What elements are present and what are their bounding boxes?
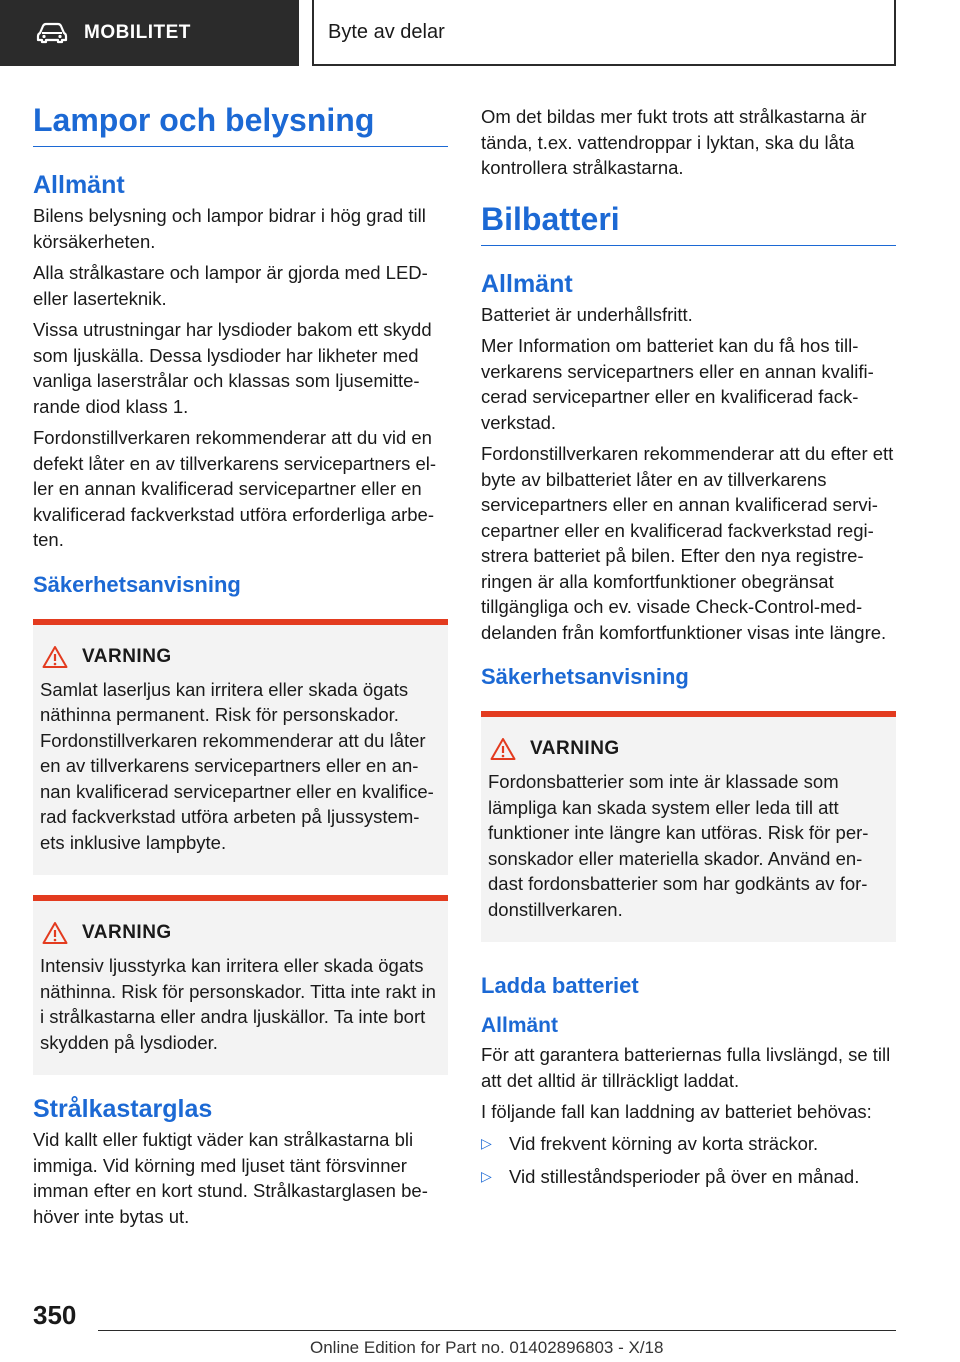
lamps-paragraph: Alla strålkastare och lampor är gjorda med LED- eller laserteknik. (33, 262, 428, 309)
chapter-label: Byte av delar (328, 20, 445, 43)
section-tab (0, 0, 299, 66)
battery-paragraph: Fordonstillverkaren rekommenderar att du efter ett byte av bilbatteriet låter en av tillverkarens servicepartners eller en annan kvalificerad servi-cepartner eller en kvalificerad fackverkstad regi-strera batteriet på bilen. Efter den nya registre-ringen är alla komfortfunktioner obegränsat tillgängliga och ev. visade Check-Control-med-delanden från komfortfunktioner visas inte längre. (481, 443, 894, 643)
list-item (481, 1164, 896, 1190)
section-label: MOBILITET (84, 22, 191, 43)
list-item (481, 1131, 896, 1157)
battery-title: Bilbatteri (481, 199, 896, 246)
charge-paragraph: I följande fall kan laddning av batteriet behövas: (481, 1101, 872, 1122)
lamps-title: Lampor och belysning (33, 100, 448, 147)
lamps-general-heading: Allmänt (33, 171, 125, 199)
battery-general-heading: Allmänt (481, 269, 573, 298)
warning-title: VARNING (530, 738, 620, 759)
moisture-text: Om det bildas mer fukt trots att strålkastarna är tända, t.ex. vattendroppar i lyktan, ska du låta kontrollera strålkastarna. (481, 106, 867, 178)
right-column (481, 104, 896, 1198)
list-item-text: Vid frekvent körning av korta sträckor. (509, 1132, 819, 1154)
charge-general-heading: Allmänt (481, 1014, 559, 1037)
list-item-text: Vid stilleståndsperioder på över en månad. (509, 1166, 860, 1187)
warning-title: VARNING (82, 922, 172, 943)
warning-box (33, 619, 448, 876)
warning-box (481, 711, 896, 942)
page-number: 350 (33, 1300, 77, 1330)
battery-safety-heading: Säkerhetsanvisning (481, 664, 689, 689)
warning-box (33, 895, 448, 1075)
page-footer (0, 1290, 960, 1362)
warning-text: Fordonsbatterier som inte är klassade som lämpliga kan skada system eller leda till att funktioner inte längre kan utföras. Risk för per-sonskador eller materiella skador. Använd en-dast fordonsbatterier som har godkänts av for-donstillverkaren. (488, 771, 869, 920)
warning-title: VARNING (82, 645, 172, 667)
lamps-paragraph: Fordonstillverkaren rekommenderar att du vid en defekt låter en av tillverkarens servicepartners el-ler en annan kvalificerad servicepartner eller en kvalificerad fackverkstad utföra erforderliga arbe-ten. (33, 427, 437, 550)
car-icon (36, 22, 68, 44)
charge-paragraph: För att garantera batteriernas fulla livslängd, se till att det alltid är tillräckligt laddat. (481, 1044, 891, 1091)
warning-triangle-icon (42, 645, 68, 669)
battery-paragraph: Mer Information om batteriet kan du få hos till-verkarens servicepartners eller en annan kvalifi-cerad servicepartner eller en kvalificerad fack-verkstad. (481, 335, 874, 433)
warning-triangle-icon (42, 921, 68, 945)
bullet-triangle-icon: ▷ (481, 1134, 492, 1151)
warning-text: Intensiv ljusstyrka kan irritera eller skada ögats näthinna. Risk för personskador. Titta inte rakt in i strålkastarna eller andra ljuskällor. Ta inte bort skydden på lysdioder. (40, 955, 436, 1053)
chapter-tab (312, 0, 896, 66)
lamps-paragraph: Vissa utrustningar har lysdioder bakom ett skydd som ljuskälla. Dessa lysdioder har likheter med vanliga laserstrålar och klassas som ljusemitte-rande diod klass 1. (33, 319, 432, 417)
edition-text: Online Edition for Part no. 01402896803 - X/18 (310, 1338, 664, 1357)
warning-text: Samlat laserljus kan irritera eller skada ögats näthinna permanent. Risk för personskador. Fordonstillverkaren rekommenderar att du låter en av tillverkarens servicepartners eller en an-nan kvalificerad servicepartner eller en kvalifice-rad fackverkstad utföra arbeten på ljussystem-ets inklusive lampbyte. (40, 678, 434, 853)
lamps-safety-heading: Säkerhetsanvisning (33, 571, 241, 597)
battery-paragraph: Batteriet är underhållsfritt. (481, 303, 693, 325)
warning-triangle-icon (490, 737, 516, 761)
charge-heading: Ladda batteriet (481, 973, 639, 998)
page-header (0, 0, 960, 66)
headlight-glass-text: Vid kallt eller fuktigt väder kan strålkastarna bli immiga. Vid körning med ljuset tänt försvinner imman efter en kort stund. Strålkastarglasen be-höver inte bytas ut. (33, 1129, 428, 1227)
charge-list (481, 1131, 896, 1190)
left-column (33, 100, 448, 1235)
lamps-paragraph: Bilens belysning och lampor bidrar i hög grad till körsäkerheten. (33, 205, 426, 252)
footer-divider (98, 1330, 896, 1331)
bullet-triangle-icon: ▷ (481, 1168, 492, 1184)
headlight-glass-heading: Strålkastarglas (33, 1095, 213, 1123)
